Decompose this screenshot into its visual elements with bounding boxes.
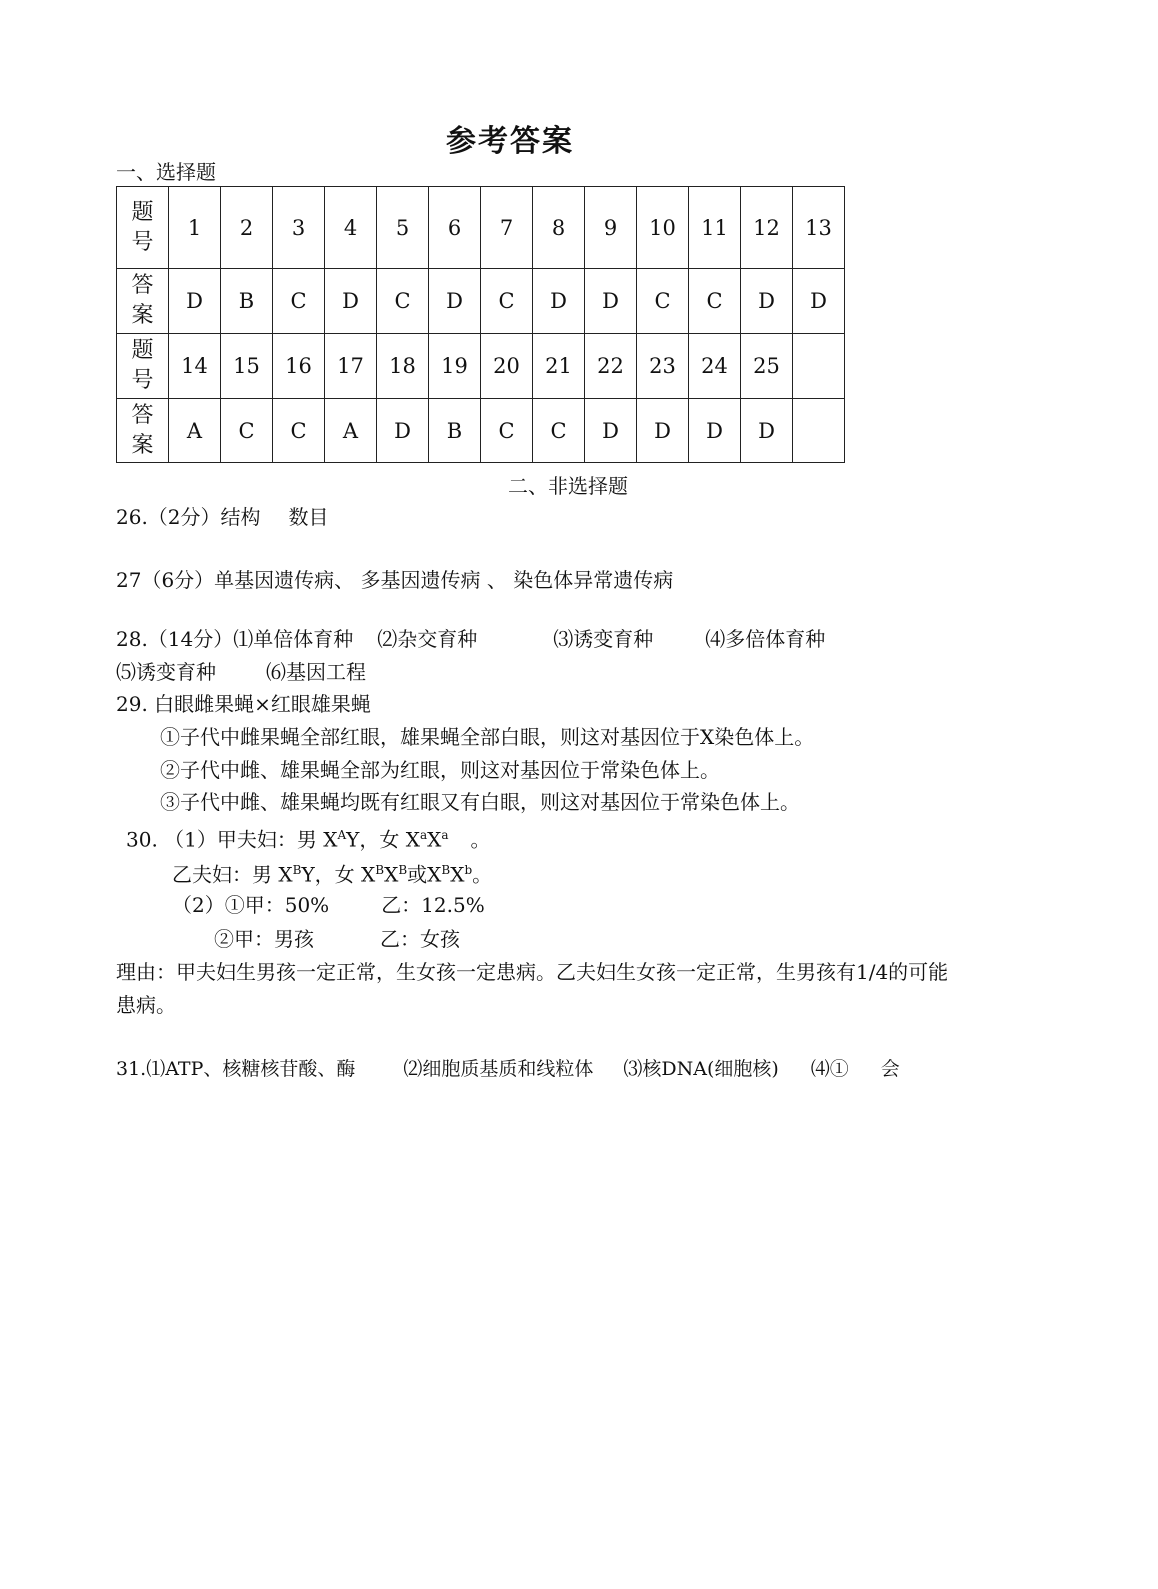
answer-cell: C (481, 269, 533, 334)
page-title: 参考答案 (446, 124, 574, 159)
answer-30-part2-a: （2）①甲：50% 乙：12.5% (172, 893, 485, 917)
table-row (117, 269, 845, 334)
answer-26-item: 结构 (220, 505, 261, 529)
question-number: 2 (221, 187, 273, 269)
answer-29-item: ③子代中雌、雄果蝇均既有红眼又有白眼，则这对基因位于常染色体上。 (160, 790, 800, 814)
answer-30-part1-yi: 乙夫妇：男 $X^BY$，女 $X^BX^B$或$X^BX^b$。 (172, 862, 493, 887)
question-number: 1 (169, 187, 221, 269)
answer-cell: C (637, 269, 689, 334)
question-number: 21 (533, 334, 585, 399)
question-number: 25 (741, 334, 793, 399)
question-number: 6 (429, 187, 481, 269)
answer-30-reason-line2: 患病。 (116, 993, 176, 1017)
answer-cell: D (585, 269, 637, 334)
answer-cell: C (481, 399, 533, 463)
answer-cell: D (377, 399, 429, 463)
question-number: 7 (481, 187, 533, 269)
question-number: 4 (325, 187, 377, 269)
answer-28-item: ⑶诱变育种 (553, 627, 654, 651)
answer-cell: C (689, 269, 741, 334)
question-number: 22 (585, 334, 637, 399)
row-header: 答 案 (117, 399, 169, 463)
answer-cell: D (741, 269, 793, 334)
question-number: 24 (689, 334, 741, 399)
question-number: 12 (741, 187, 793, 269)
answer-29-item: ②子代中雌、雄果蝇全部为红眼，则这对基因位于常染色体上。 (160, 758, 720, 782)
question-number: 17 (325, 334, 377, 399)
row-header: 题 号 (117, 334, 169, 399)
answer-cell: D (793, 269, 845, 334)
answer-cell: C (377, 269, 429, 334)
answer-cell: D (325, 269, 377, 334)
answer-28-line2 (116, 658, 366, 686)
question-number: 20 (481, 334, 533, 399)
question-number: 11 (689, 187, 741, 269)
answer-cell: D (533, 269, 585, 334)
answer-30-part2-b: ②甲：男孩 乙：女孩 (214, 927, 460, 951)
answer-cell: C (221, 399, 273, 463)
answer-cell: D (689, 399, 741, 463)
question-number: 15 (221, 334, 273, 399)
row-header: 题 号 (117, 187, 169, 269)
answer-cell: C (273, 399, 325, 463)
answer-27 (116, 566, 673, 594)
table-row (117, 399, 845, 463)
question-number: 18 (377, 334, 429, 399)
answer-28-item: ⑷多倍体育种 (705, 627, 826, 651)
section-two-heading: 二、非选择题 (508, 474, 628, 498)
answer-28-label: 28.（14分） (116, 627, 234, 651)
answer-cell: C (273, 269, 325, 334)
answer-cell: D (429, 269, 481, 334)
empty-cell (793, 399, 845, 463)
answer-26-item: 数目 (288, 505, 329, 529)
question-number: 10 (637, 187, 689, 269)
answer-cell: C (533, 399, 585, 463)
question-number: 14 (169, 334, 221, 399)
answer-28-item: ⑵杂交育种 (377, 627, 478, 651)
answer-26-label: 26.（2分） (116, 505, 221, 529)
table-row (117, 187, 845, 269)
row-header: 答 案 (117, 269, 169, 334)
empty-cell (793, 334, 845, 399)
question-number: 8 (533, 187, 585, 269)
answer-28-line1 (116, 625, 825, 653)
answer-30-part1-jia: 30. （1）甲夫妇：男 $X^AY$，女 $X^aX^a$ 。 (126, 827, 491, 852)
answer-cell: B (221, 269, 273, 334)
question-number: 13 (793, 187, 845, 269)
answer-29-heading: 29. 白眼雌果蝇×红眼雄果蝇 (116, 692, 371, 716)
answer-cell: A (325, 399, 377, 463)
answer-cell: A (169, 399, 221, 463)
question-number: 16 (273, 334, 325, 399)
answer-cell: D (637, 399, 689, 463)
answer-cell: D (741, 399, 793, 463)
table-row (117, 334, 845, 399)
answer-28-item: ⑹基因工程 (266, 660, 366, 684)
answer-cell: D (169, 269, 221, 334)
answer-31: 31.⑴ATP、核糖核苷酸、酶 ⑵细胞质基质和线粒体 ⑶核DNA(细胞核) ⑷① 会 (116, 1058, 900, 1080)
question-number: 3 (273, 187, 325, 269)
question-number: 5 (377, 187, 429, 269)
answer-cell: D (585, 399, 637, 463)
question-number: 9 (585, 187, 637, 269)
answer-27-text: 27（6分）单基因遗传病、 多基因遗传病 、 染色体异常遗传病 (116, 568, 674, 592)
answer-cell: B (429, 399, 481, 463)
answer-29-item: ①子代中雌果蝇全部红眼，雄果蝇全部白眼，则这对基因位于X染色体上。 (160, 725, 815, 749)
question-number: 19 (429, 334, 481, 399)
answer-30-reason-line1: 理由：甲夫妇生男孩一定正常，生女孩一定患病。乙夫妇生女孩一定正常，生男孩有1/4的可能 (116, 960, 949, 984)
answer-table (116, 186, 845, 463)
question-number: 23 (637, 334, 689, 399)
answer-26 (116, 503, 329, 531)
answer-28-item: ⑸诱变育种 (116, 660, 216, 684)
section-one-heading: 一、选择题 (116, 160, 216, 184)
answer-28-item: ⑴单倍体育种 (233, 627, 354, 651)
